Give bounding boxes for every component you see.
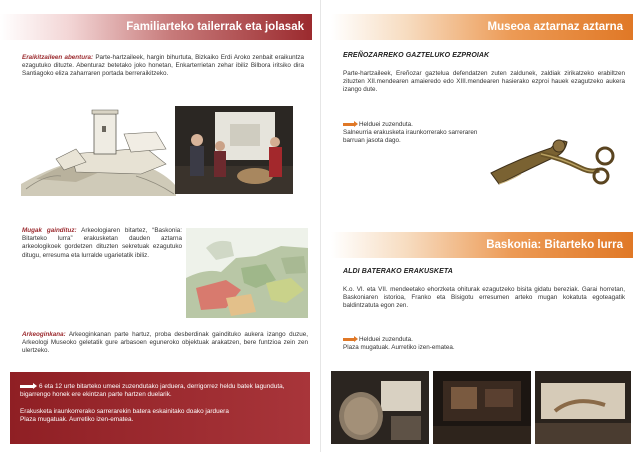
europe-map (186, 228, 308, 318)
workshop-photo (175, 106, 293, 194)
spurs-text: Parte-hartzaileek, Ereñozar gaztelua defendatzen zuten zaldunek, zaldiak zirikatzeko erabiltzen zituzten XII.mendearen amaieredo edo XIII.mendearen hasierako ezproi hauek ezagutzeko aukera izango dute. (343, 70, 625, 94)
exhibition-note (343, 336, 543, 352)
arrow-icon (20, 385, 34, 388)
info-places-line: Plaza mugatuak. Aurretiko izen-ematea. (20, 415, 134, 423)
archeo-gymkhana-text (22, 331, 308, 356)
right-page (320, 0, 640, 452)
exhibition-note-audience: Helduei zuzenduta. (359, 336, 413, 343)
spur-image (481, 118, 631, 208)
info-age-line (20, 383, 300, 400)
workshops-header: Familiarteko tailerrak eta jolasak (0, 14, 312, 40)
archeo-gymkhana-body: Arkeoginkanan parte hartuz, proba desberdinak gaindituko aukera izango duzue, Arkeologi Museoko geletatik gure arbasoen eguneroko objektuak arakatzen, bere funtzioa zein zen ulertzeko. (22, 331, 308, 355)
spurs-note-audience: Helduei zuzenduta. (359, 121, 413, 128)
museum-header: Museoa aztarnaz aztarna (331, 14, 633, 40)
borders-lead: Mugak gaindituz: (22, 227, 77, 234)
exhibition-subtitle: ALDI BATERAKO ERAKUSKETA (343, 268, 453, 275)
exhibition-text: K.o. VI. eta VII. mendeetako ehorzketa ohiturak ezagutzeko bisita gidatu bereziak. Garai horretan, Baskoniaren istorioa, Franko eta Bisigotu erresumen arteko mugan kokatuta egoteagatik baldintzatuta egon zen. (343, 286, 625, 310)
exhibition-photo-2 (433, 371, 531, 444)
baskonia-header: Baskonia: Bitarteko lurra (331, 232, 633, 258)
info-box (10, 372, 310, 444)
exhibition-photo-3 (535, 371, 631, 444)
borders-body: Arkeologiaren bitartez, “Baskonia: Bitarteko lurra” erakusketan dauden aztarna arkeologikoek gordetzen dituzten sekretuak ezagutuko ditugu, erresuma eta lurralde ugarietatik ibiliz. (22, 227, 183, 259)
info-free-line: Erakusketa iraunkorrerako sarrerarekin batera eskainitako doako jarduera (20, 407, 229, 415)
castle-illustration (16, 104, 184, 196)
exhibition-note-places: Plaza mugatuak. Aurretiko izen-ematea. (343, 344, 455, 352)
spurs-note-price: Salneurria erakusketa iraunkorrerako sarreraren barruan jasota dago. (343, 129, 478, 145)
spurs-note (343, 121, 483, 146)
builders-adventure-text (22, 54, 304, 79)
arrow-icon (343, 123, 355, 126)
builders-adventure-lead: Eraikitzaileen abentura: (22, 54, 94, 61)
builders-adventure-body: Parte-hartzaileek, hargin bihurtuta, Bizkaiko Erdi Aroko zenbait eraikuntza ezagutuko dituzte. Abenturaz betetako joko honetan, Enkarterrietan zehar ibiliz Bilbora iritsiko dira Santiagoko eliza zaharraren portada berreraikitzeko. (22, 54, 304, 78)
info-age-text: 6 eta 12 urte bitarteko umeei zuzendutako jarduera, derrigorrez heldu batek lagunduta, bigarrengo honek ere ekintzan parte hartzen duelarik. (20, 383, 285, 399)
arrow-icon (343, 338, 355, 341)
spurs-subtitle: EREÑOZARREKO GAZTELUKO EZPROIAK (343, 52, 490, 59)
borders-text (22, 227, 182, 260)
exhibition-photo-1 (331, 371, 429, 444)
archeo-gymkhana-lead: Arkeoginkana: (22, 331, 66, 338)
